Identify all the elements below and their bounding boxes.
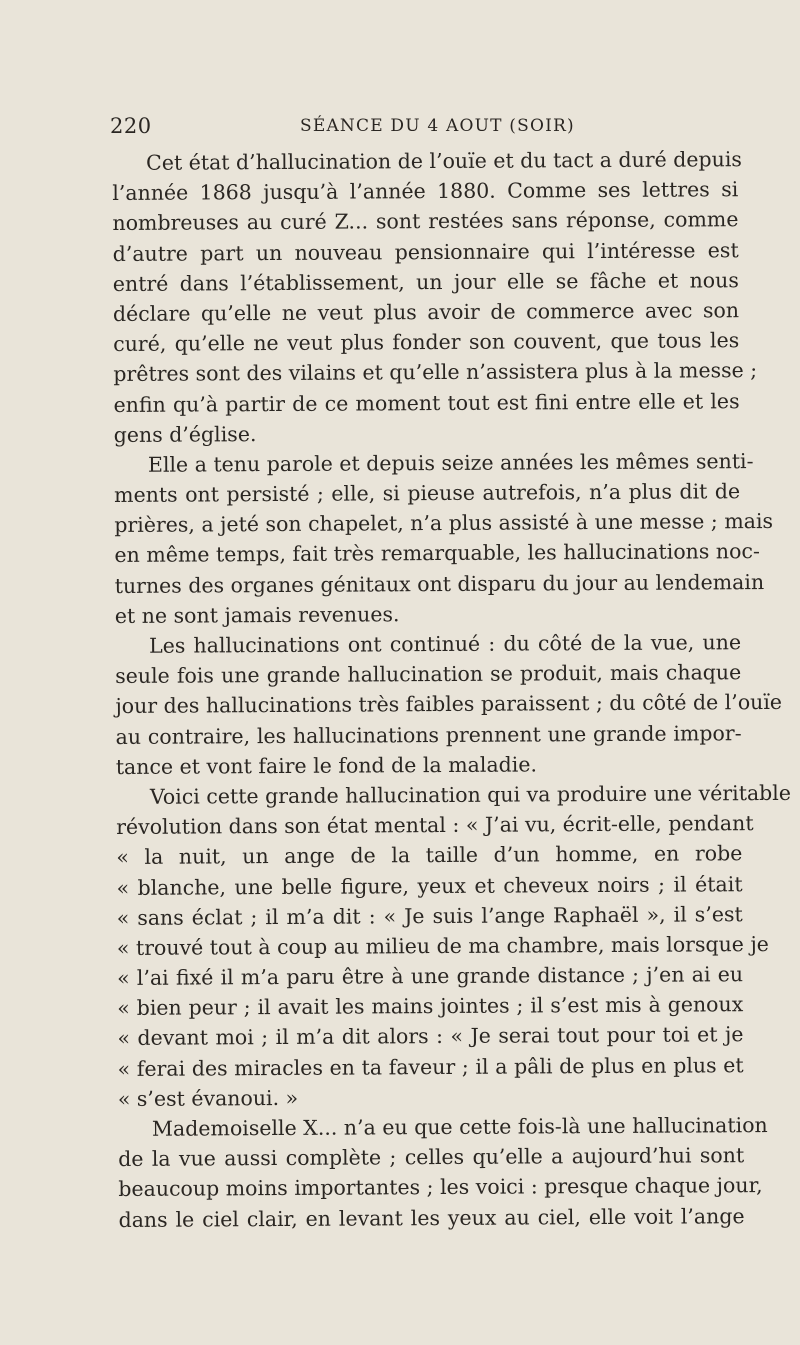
text-line: Mademoiselle X... n’a eu que cette fois-là une hallucination	[151, 1113, 768, 1141]
text-line: tance et vont faire le fond de la maladie.	[115, 752, 538, 779]
text-line: gens d’église.	[113, 421, 257, 447]
text-line: « s’est évanoui. »	[117, 1085, 299, 1111]
text-line: en même temps, fait très remarquable, les hallucinations noc-	[114, 539, 760, 568]
page-header	[110, 100, 760, 140]
text-line: Elle a tenu parole et depuis seize années les mêmes senti-	[147, 448, 754, 477]
text-line: « trouvé tout à coup au milieu de ma chambre, mais lorsque je	[116, 931, 769, 960]
text-line: enfin qu’à partir de ce moment tout est fini entre elle et les	[113, 388, 740, 417]
text-line: de la vue aussi complète ; celles qu’elle a aujourd’hui sont	[118, 1143, 745, 1172]
text-line: entré dans l’établissement, un jour elle se fâche et nous	[112, 267, 739, 296]
text-line: « devant moi ; il m’a dit alors : « Je serai tout pour toi et je	[117, 1022, 744, 1051]
text-line: « l’ai fixé il m’a paru être à une grande distance ; j’en ai eu	[116, 962, 744, 991]
text-line: dans le ciel clair, en levant les yeux au ciel, elle voit l’ange	[118, 1203, 745, 1232]
text-line: d’autre part un nouveau pensionnaire qui l’intéresse est	[112, 237, 739, 266]
text-line: Cet état d’hallucination de l’ouïe et du tact a duré depuis	[146, 147, 742, 175]
text-line: seule fois une grande hallucination se produit, mais chaque	[115, 660, 742, 689]
text-line: turnes des organes génitaux ont disparu du jour au lendemain	[114, 569, 765, 598]
text-line: Voici cette grande hallucination qui va produire une véritable	[149, 780, 792, 809]
page-number: 220	[110, 114, 152, 138]
text-line: « bien peur ; il avait les mains jointes ; il s’est mis à genoux	[117, 992, 744, 1021]
text-line: curé, qu’elle ne veut plus fonder son couvent, que tous les	[113, 328, 740, 357]
text-line: prêtres sont des vilains et qu’elle n’assistera plus à la messe ;	[113, 358, 758, 387]
text-line: jour des hallucinations très faibles paraissent ; du côté de l’ouïe	[115, 690, 783, 719]
text-line: « ferai des miracles en ta faveur ; il a pâli de plus en plus et	[117, 1052, 744, 1081]
text-line: déclare qu’elle ne veut plus avoir de commerce avec son	[112, 298, 740, 326]
text-line: Les hallucinations ont continué : du côté de la vue, une	[148, 630, 742, 658]
text-line: « blanche, une belle figure, yeux et cheveux noirs ; il était	[116, 871, 743, 900]
text-line: au contraire, les hallucinations prennent une grande impor-	[115, 720, 742, 749]
body-text	[112, 144, 792, 1235]
text-line: « la nuit, un ange de la taille d’un homme, en robe	[116, 841, 743, 870]
text-line: ments ont persisté ; elle, si pieuse autrefois, n’a plus dit de	[114, 479, 741, 508]
text-line: prières, a jeté son chapelet, n’a plus assisté à une messe ; mais	[114, 509, 774, 538]
text-line: révolution dans son état mental : « J’ai vu, écrit-elle, pendant	[116, 811, 754, 840]
running-head: SÉANCE DU 4 AOUT (SOIR)	[300, 116, 575, 136]
text-line: nombreuses au curé Z... sont restées sans réponse, comme	[112, 207, 739, 236]
text-line: l’année 1868 jusqu’à l’année 1880. Comme ses lettres si	[112, 177, 739, 206]
text-line: beaucoup moins importantes ; les voici : presque chaque jour,	[118, 1173, 763, 1202]
text-line: « sans éclat ; il m’a dit : « Je suis l’ange Raphaël », il s’est	[116, 901, 743, 930]
text-line: et ne sont jamais revenues.	[114, 602, 400, 628]
